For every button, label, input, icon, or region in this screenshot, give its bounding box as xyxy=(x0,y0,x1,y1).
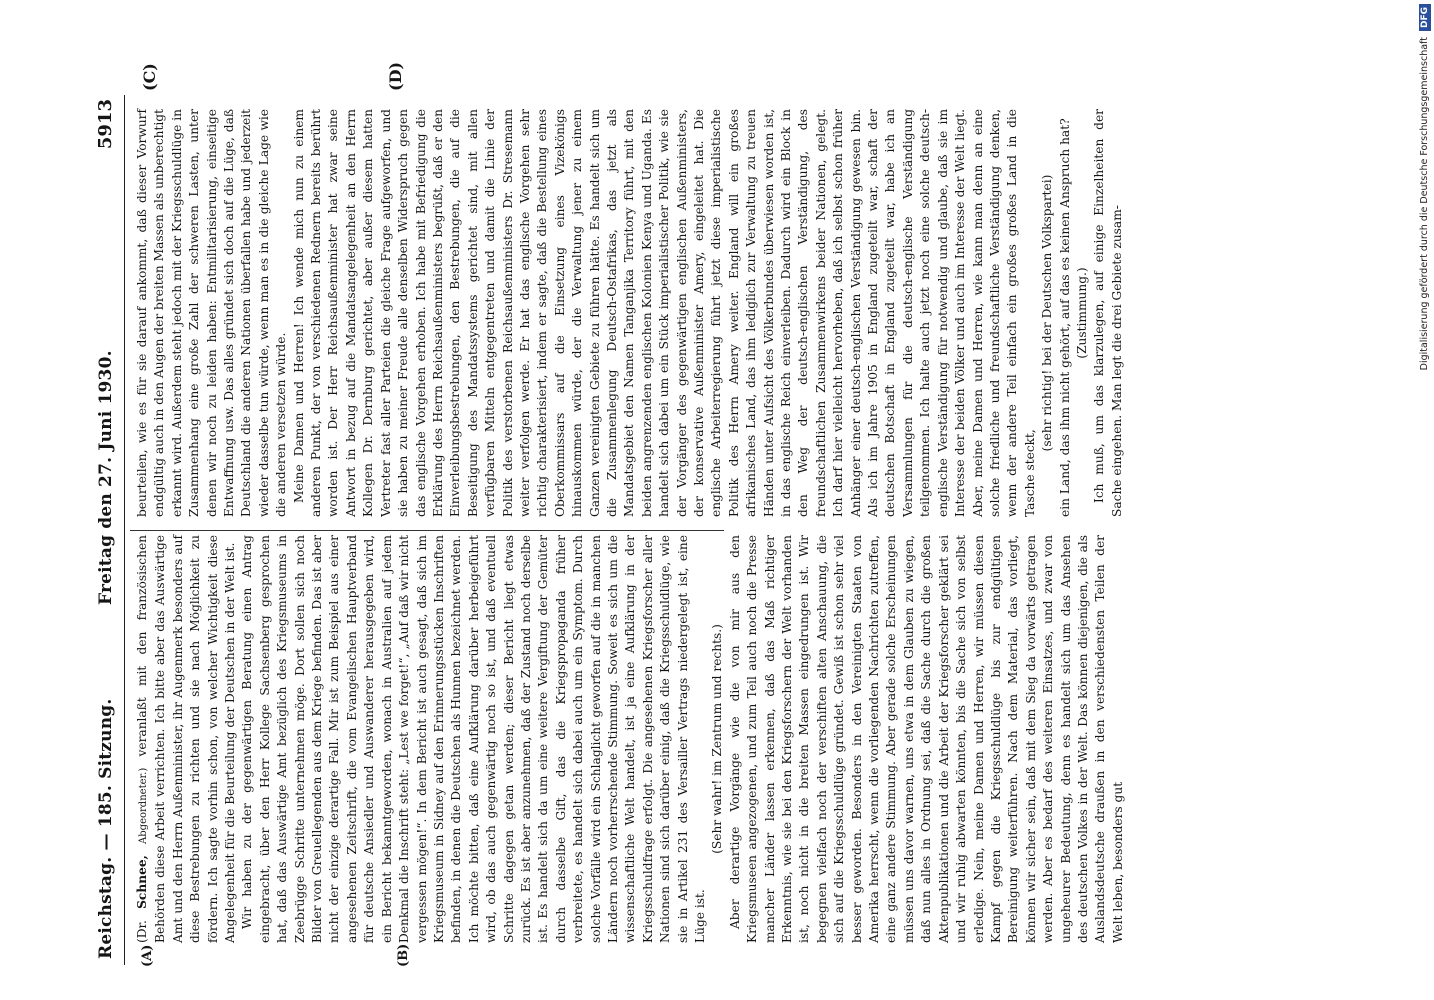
speaker-prefix: (Dr. xyxy=(135,920,149,943)
speaker-line xyxy=(134,535,239,943)
header-session: Reichstag. — 185. Sitzung. xyxy=(96,698,116,959)
applause-note: (Sehr wahr! im Zentrum und rechts.) xyxy=(710,624,725,854)
margin-marker-a: (A) xyxy=(140,944,155,967)
margin-marker-b: (B) xyxy=(396,943,411,967)
interjection-note: (sehr richtig! bei der Deutschen Volkspartei) xyxy=(1040,174,1055,452)
rotated-page-content xyxy=(90,61,1125,967)
speaker-name: Schnee, xyxy=(135,855,149,909)
column-divider xyxy=(130,530,724,531)
right-column xyxy=(134,109,1124,517)
margin-marker-c: (C) xyxy=(140,63,159,91)
digitization-credit xyxy=(1418,4,1432,994)
margin-marker-d: (D) xyxy=(386,61,405,91)
page-header xyxy=(90,95,125,965)
paragraph-1: beurteilen, wie es für sie darauf ankommt, daß dieser Vorwurf endgültig auch in den Augen der breiten Massen als unberechtigt erkannt wird. Außerdem steht jedoch mit der Kriegsschuldlüge in Zusammenhang eine große Zahl der schweren Lasten, unter denen wir noch zu leiden haben: Entmilitarisierung, einseitige Entwaffnung usw. Das alles gründet sich doch auf die Lüge, daß Deutschland die anderen Nationen überfallen habe und jederzeit wieder dasselbe tun würde, wenn man es in die gleiche Lage wie die anderen versetzen würde. xyxy=(135,109,289,517)
left-column xyxy=(134,534,1125,943)
page-number: 5913 xyxy=(95,99,116,150)
paragraph-4: Ich muß, um das klarzulegen, auf einige Einzelheiten der Sache eingehen. Man legt die drei Gebiete zusam- xyxy=(1092,109,1124,517)
dfg-logo-icon: DFG xyxy=(1419,4,1431,31)
applause-note: (Zustimmung.) xyxy=(1074,267,1089,359)
paragraph-3: Aber derartige Vorgänge wie die von mir aus den Kriegsmuseen angezogenen, und zum Teil auch noch die Presse mancher Länder lassen erkennen, daß das Maß richtiger Erkenntnis, wie sie bei den Kriegsforschern der Welt vorhanden ist, noch nicht in die breiten Massen eingedrungen ist. Wir begegnen vielfach noch der verschiften alten Anschauung, die sich auf die Kriegsschuldlüge gründet. Gewiß ist schon sehr viel besser geworden. Besonders in den Vereinigten Staaten von Amerika herrscht, wenn die vorliegenden Nachrichten zutreffen, eine ganz andere Stimmung. Aber gerade solche Erscheinungen müssen uns davor warnen, uns etwa in dem Glauben zu wiegen, daß nun alles in Ordnung sei, daß die Sache durch die großen Aktenpublikationen und die Arbeit der Kriegsforscher geklärt sei und wir ruhig abwarten könnten, bis die Sache sich von selbst erledige. Nein, meine Damen und Herren, wir müssen diesen Kampf gegen die Kriegsschuldlüge bis zur endgültigen Bereinigung weiterführen. Nach dem Material, das vorliegt, können wir sicher sein, daß mit dem Sieg da vorwärts getragen werden. Aber es bedarf des weiteren Einsatzes, und zwar von ungeheurer Bedeutung, denn es handelt sich um das Ansehen des deutschen Volkes in der Welt. Das können diejenigen, die als Auslandsdeutsche draußen in den verschiedensten Teilen der Welt leben, besonders gut xyxy=(727,535,1125,943)
paragraph-2: Wir haben zu der gegenwärtigen Beratung einen Antrag eingebracht, über den Herr Kollege Sachsenberg gesprochen hat, daß das Auswärtige Amt bezüglich des Kriegsmuseums in Zeebrügge Schritte unternehmen möge. Dort sollen sich noch Bilder von Greuellegenden aus dem Kriege befinden. Das ist aber nicht der einzige derartige Fall. Mir ist zum Beispiel aus einer angesehenen Zeitschrift, die vom Evangelischen Hauptverband für deutsche Ansiedler und Auswanderer herausgegeben wird, ein Bericht bekanntgeworden, wonach in Australien auf jedem Denkmal die Inschrift steht: „Lest we forget!“, „Auf daß wir nicht vergessen mögen!“. In dem Bericht ist auch gesagt, daß sich im Kriegsmuseum in Sidney auf den Erinnerungsstücken Inschriften befinden, in denen die Deutschen als Hunnen bezeichnet werden. Ich möchte bitten, daß eine Aufklärung darüber herbeigeführt wird, ob das auch gegenwärtig noch so ist, und daß eventuell Schritte dagegen getan werden; dieser Bericht liegt etwas zurück. Es ist aber anzunehmen, daß der Zustand noch derselbe ist. Es handelt sich da um eine weitere Vergiftung der Gemüter durch dasselbe Gift, das die Kriegspropaganda früher verbreitete, es handelt sich dabei auch um ein Symptom. Durch solche Vorfälle wird ein Schlaglicht geworfen auf die in manchen Ländern noch vorherrschende Stimmung. Soweit es sich um die wissenschaftliche Welt handelt, ist ja eine Aufklärung in der Kriegsschuldfrage erfolgt. Die angesehenen Kriegsforscher aller Nationen sind sich darüber einig, daß die Kriegsschuldlüge, wie sie in Artikel 231 des Versailler Vertrags niedergelegt ist, eine Lüge ist. xyxy=(240,535,707,943)
credit-text: Digitalisierung gefördert durch die Deutsche Forschungsgemeinschaft xyxy=(1419,37,1430,371)
header-date: Freitag den 27. Juni 1930. xyxy=(96,350,116,605)
speaker-role: Abgeordneter.) xyxy=(138,767,149,844)
paragraph-2: Meine Damen und Herren! Ich wende mich nun zu einem anderen Punkt, der von verschiedenen Rednern bereits berührt worden ist. Der Herr Reichsaußenminister hat zwar seine Antwort in bezug auf die Mandatsangelegenheit an den Herrn Kollegen Dr. Dernburg gerichtet, aber außer diesem hatten Vertreter fast aller Parteien die gleiche Frage aufgeworfen, und sie haben zu meiner Freude alle denselben Widerspruch gegen das englische Vorgehen erhoben. Ich habe mit Befriedigung die Erklärung des Herrn Reichsaußenministers begrüßt, daß er den Einverleibungsbestrebungen, den Bestrebungen, die auf die Beseitigung des Mandatssystems gerichtet sind, mit allen verfügbaren Mitteln entgegentreten und damit die Linie der Politik des verstorbenen Reichsaußenministers Dr. Stresemann weiter verfolgen werde. Er hat das englische Vorgehen sehr richtig charakterisiert, indem er sagte, daß die Bestellung eines Oberkommissars auf die Einsetzung eines Vizekönigs hinauskommen würde, der die Verwaltung jener zu einem Ganzen vereinigten Gebiete zu führen hätte. Es handelt sich um die Zusammenlegung Deutsch-Ostafrikas, das jetzt als Mandatsgebiet den Namen Tanganjika Territory führt, mit den beiden angrenzenden englischen Kolonien Kenya und Uganda. Es handelt sich dabei um ein Stück imperialistischer Politik, wie sie der Vorgänger des gegenwärtigen englischen Außenministers, der konservative Außenminister Amery, eingeleitet hat. Die englische Arbeiterregierung führt jetzt diese imperialistische Politik des Herrn Amery weiter. England will ein großes afrikanisches Land, das ihm lediglich zur Verwaltung zu treuen Händen unter Aufsicht des Völkerbundes überwiesen worden ist, in das englische Reich einverleiben. Dadurch wird ein Block in den Weg der deutsch-englischen Verständigung, des freundschaftlichen Zusammenwirkens beider Nationen, gelegt. Ich darf hier vielleicht hervorheben, daß ich selbst schon früher Anhänger einer deutsch-englischen Verständigung gewesen bin. Als ich im Jahre 1905 in England zugeteilt war, schaft der deutschen Botschaft in England zugeteilt war, habe ich an Versammlungen für die deutsch-englische Verständigung teilgenommen. Ich halte auch jetzt noch eine solche deutsch-englische Verständigung für notwendig und glaube, daß sie im Interesse der beiden Völker und auch im Interesse der Welt liegt. Aber, meine Damen und Herren, wie kann man denn an eine solche friedliche und freundschaftliche Verständigung denken, wenn der andere Teil einfach ein großes großes Land in die Tasche steckt, xyxy=(291,109,1037,517)
paragraph-3: ein Land, das ihm nicht gehört, auf das es keinen Anspruch hat? xyxy=(1057,118,1072,517)
paragraph-1: veranlaßt mit den französischen Behörden diese Arbeit verrichten. Ich bitte aber das Auswärtige Amt und den Herrn Außenminister, ihr Augenmerk besonders auf diese Bestrebungen zu richten und sie nach Möglichkeit zu fördern. Ich sagte vorhin schon, von welcher Wichtigkeit diese Angelegenheit für die Beurteilung der Deutschen in der Welt ist. xyxy=(135,534,238,943)
